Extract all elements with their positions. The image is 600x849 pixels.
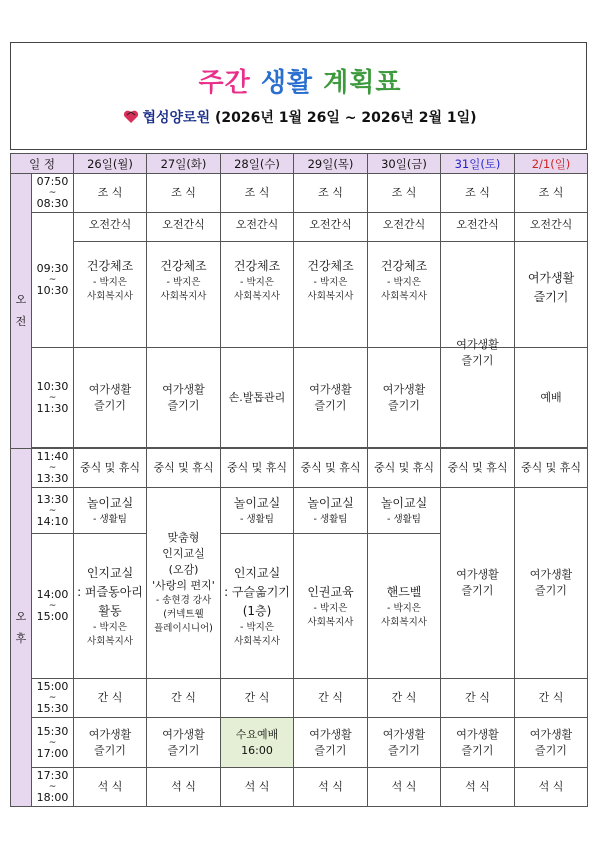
lunch-cell: 중식 및 휴식 [147,449,221,488]
leisure-cell: 여가생활 즐기기 [515,718,588,768]
sat-afternoon-leisure-cell: 여가생활 즐기기 [441,488,515,679]
dinner-cell: 석 식 [294,768,368,807]
cognitive-puzzle-cell: 인지교실 : 퍼즐동아리 활동 - 박지은 사회복지사 [74,534,147,679]
lunch-cell: 중식 및 휴식 [294,449,368,488]
worship-cell: 예배 [515,348,588,448]
leisure-cell: 여가생활 즐기기 [294,718,368,768]
day-tue: 27일(화) [147,154,221,174]
time-slot: 15:30 ~ 17:00 [32,718,74,768]
org-name: 협성양로원 [142,110,211,126]
am-activity-cell: 오전간식 건강체조 - 박지은 사회복지사 [74,213,147,348]
hand-foot-care-cell: 손.발톱관리 [221,348,294,448]
am-activity-cell: 오전간식 건강체조 - 박지은 사회복지사 [221,213,294,348]
leisure-cell: 여가생활 즐기기 [441,718,515,768]
pm-snack-cell: 간 식 [368,679,441,718]
period-am: 오 전 [11,174,32,449]
day-sat: 31일(토) [441,154,515,174]
sat-leisure-cell: 여가생활 즐기기 [441,348,515,448]
pm-snack-cell: 간 식 [221,679,294,718]
breakfast-cell: 조 식 [368,174,441,213]
am-activity-cell: 오전간식 [441,213,515,348]
leisure-cell: 여가생활 즐기기 [368,348,441,448]
table-row [11,174,588,213]
period-pm: 오 후 [11,449,32,807]
table-row [11,348,588,448]
time-slot: 17:30 ~ 18:00 [32,768,74,807]
table-row [11,718,588,768]
header-row [11,154,588,174]
day-wed: 28일(수) [221,154,294,174]
time-slot: 07:50 ~ 08:30 [32,174,74,213]
breakfast-cell: 조 식 [147,174,221,213]
am-activity-cell: 오전간식 건강체조 - 박지은 사회복지사 [368,213,441,348]
date-range: (2026년 1월 26일 ~ 2026년 2월 1일) [214,110,477,126]
pm-snack-cell: 간 식 [74,679,147,718]
pm-snack-cell: 간 식 [147,679,221,718]
dinner-cell: 석 식 [221,768,294,807]
title-part-1: 주간 [198,68,251,98]
lunch-cell: 중식 및 휴식 [74,449,147,488]
dinner-cell: 석 식 [368,768,441,807]
time-slot: 11:40 ~ 13:30 [32,449,74,488]
pm-snack-cell: 간 식 [515,679,588,718]
day-mon: 26일(월) [74,154,147,174]
time-slot: 09:30 ~ 10:30 [32,213,74,348]
breakfast-cell: 조 식 [441,174,515,213]
day-thu: 29일(목) [294,154,368,174]
leisure-cell: 여가생활 즐기기 [147,348,221,448]
time-slot: 10:30 ~ 11:30 [32,348,74,448]
time-slot: 13:30 ~ 14:10 [32,488,74,534]
subtitle [0,107,600,127]
leisure-cell: 여가생활 즐기기 [74,348,147,448]
table-row [11,213,588,348]
heart-logo-icon [123,110,139,124]
title-part-2: 생활 [260,68,314,98]
custom-cognitive-cell: 맞춤형 인지교실 (오감) '사랑의 편지' - 송현경 강사 (커넥트웰 플레이시니어) [147,488,221,679]
handbell-cell: 핸드벨 - 박지은 사회복지사 [368,534,441,679]
leisure-cell: 여가생활 즐기기 [294,348,368,448]
day-fri: 30일(금) [368,154,441,174]
table-row [11,449,588,488]
am-activity-cell: 오전간식 건강체조 - 박지은 사회복지사 [147,213,221,348]
time-slot: 14:00 ~ 15:00 [32,534,74,679]
leisure-cell: 여가생활 즐기기 [147,718,221,768]
breakfast-cell: 조 식 [515,174,588,213]
play-class-cell: 놀이교실 - 생활팀 [74,488,147,534]
play-class-cell: 놀이교실 - 생활팀 [294,488,368,534]
lunch-cell: 중식 및 휴식 [368,449,441,488]
title-part-3: 계획표 [323,68,402,98]
header-label: 일 정 [11,154,74,174]
sun-afternoon-leisure-cell: 여가생활 즐기기 [515,488,588,679]
pm-snack-cell: 간 식 [441,679,515,718]
dinner-cell: 석 식 [74,768,147,807]
schedule-table [10,153,588,807]
page-title [0,62,600,99]
breakfast-cell: 조 식 [294,174,368,213]
leisure-cell: 여가생활 즐기기 [74,718,147,768]
lunch-cell: 중식 및 휴식 [515,449,588,488]
human-rights-cell: 인권교육 - 박지은 사회복지사 [294,534,368,679]
lunch-cell: 중식 및 휴식 [221,449,294,488]
am-activity-cell: 오전간식 여가생활 즐기기 [515,213,588,348]
am-activity-cell: 오전간식 건강체조 - 박지은 사회복지사 [294,213,368,348]
dinner-cell: 석 식 [441,768,515,807]
leisure-cell: 여가생활 즐기기 [368,718,441,768]
pm-snack-cell: 간 식 [294,679,368,718]
dinner-cell: 석 식 [515,768,588,807]
breakfast-cell: 조 식 [221,174,294,213]
breakfast-cell: 조 식 [74,174,147,213]
play-class-cell: 놀이교실 - 생활팀 [368,488,441,534]
table-row [11,679,588,718]
lunch-cell: 중식 및 휴식 [441,449,515,488]
wednesday-worship-cell: 수요예배 16:00 [221,718,294,768]
cognitive-move-cell: 인지교실 : 구슬옮기기 (1층) - 박지은 사회복지사 [221,534,294,679]
table-row [11,768,588,807]
day-sun: 2/1(일) [515,154,588,174]
play-class-cell: 놀이교실 - 생활팀 [221,488,294,534]
dinner-cell: 석 식 [147,768,221,807]
table-row [11,488,588,534]
time-slot: 15:00 ~ 15:30 [32,679,74,718]
